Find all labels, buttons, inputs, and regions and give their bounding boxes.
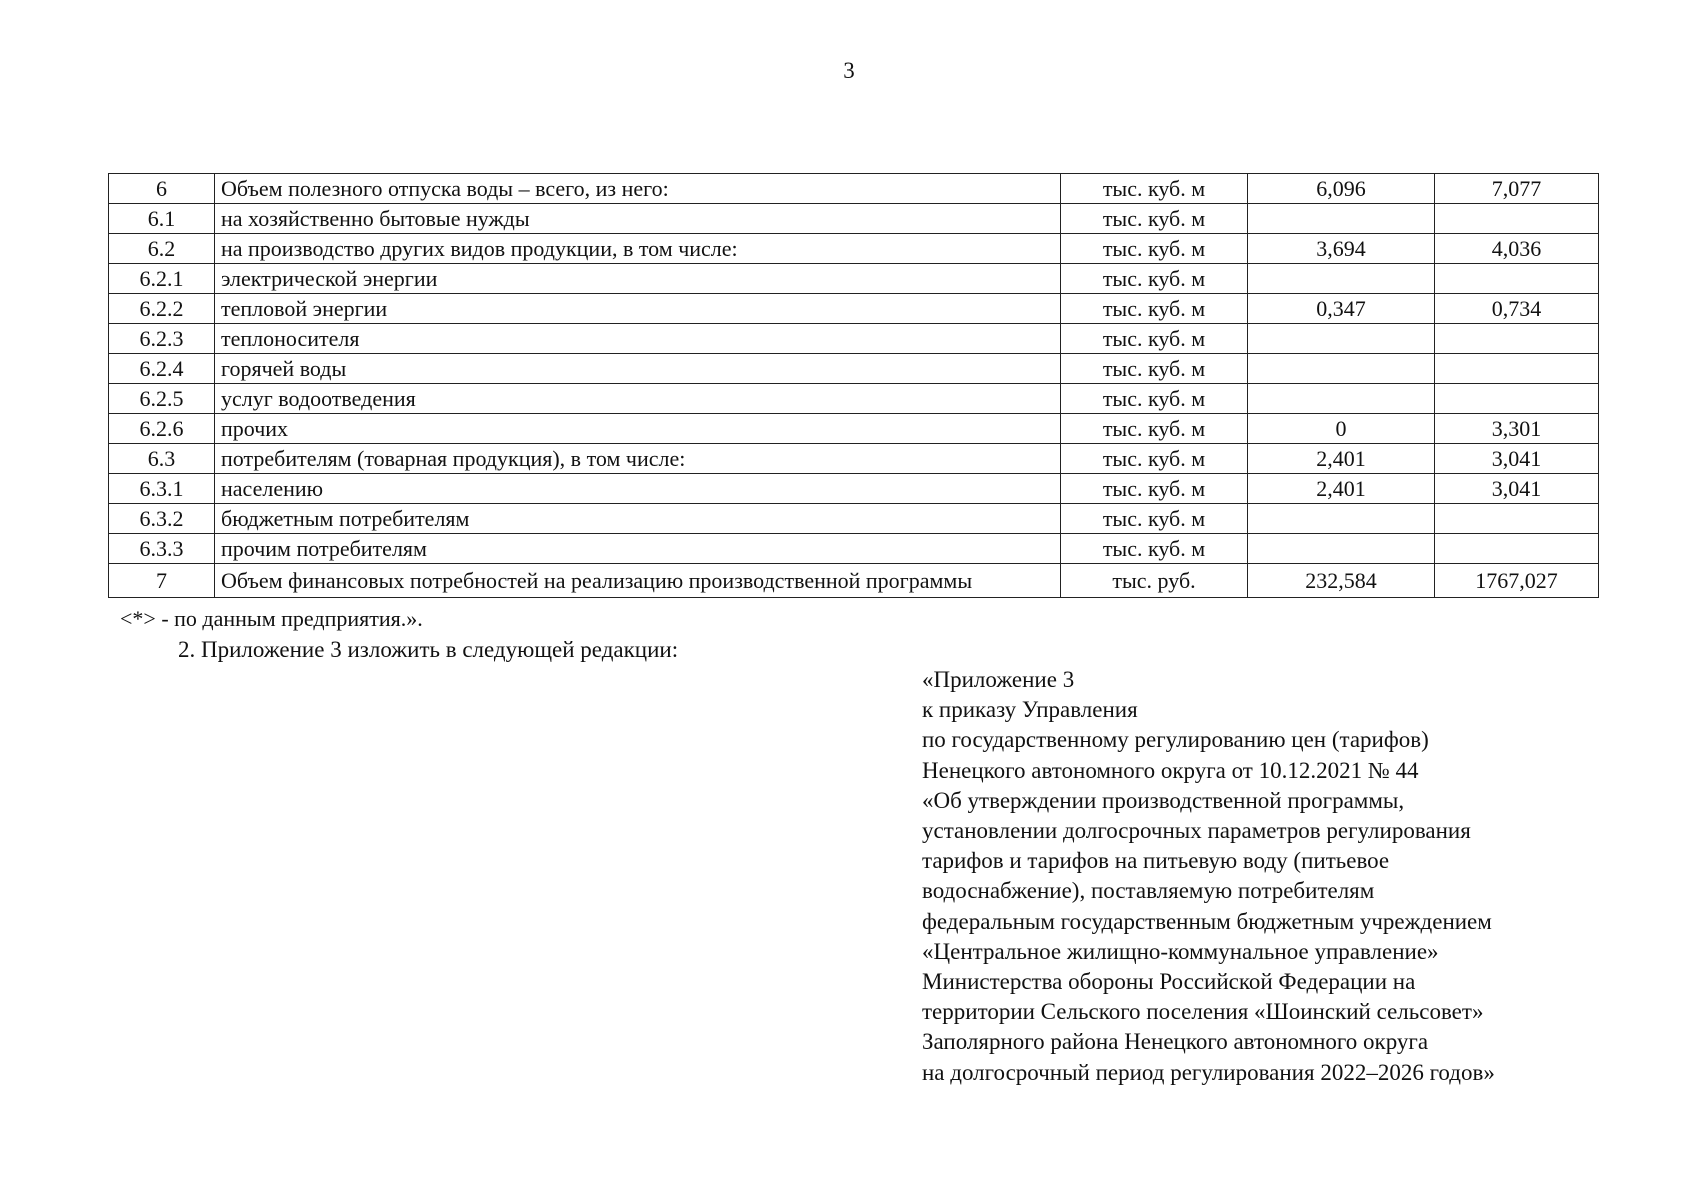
row-unit: тыс. куб. м — [1061, 234, 1248, 264]
appendix-line: Заполярного района Ненецкого автономного округа — [922, 1029, 1429, 1055]
row-number: 6.2.2 — [109, 294, 215, 324]
table-row — [109, 294, 1599, 324]
row-name: теплоносителя — [215, 324, 1061, 354]
appendix-line: тарифов и тарифов на питьевую воду (питьевое — [922, 848, 1390, 874]
row-value-1: 0 — [1248, 414, 1435, 444]
page-number: 3 — [843, 58, 855, 83]
row-value-1: 3,694 — [1248, 234, 1435, 264]
row-number: 6.2 — [109, 234, 215, 264]
row-name: на производство других видов продукции, в том числе: — [215, 234, 1061, 264]
table-row — [109, 534, 1599, 564]
table-row — [109, 174, 1599, 204]
row-unit: тыс. куб. м — [1061, 414, 1248, 444]
row-value-1 — [1248, 264, 1435, 294]
appendix-line: по государственному регулированию цен (тарифов) — [922, 727, 1429, 753]
row-value-2: 3,301 — [1435, 414, 1599, 444]
row-value-2 — [1435, 504, 1599, 534]
row-unit: тыс. куб. м — [1061, 534, 1248, 564]
row-number: 7 — [109, 564, 215, 598]
row-number: 6.2.6 — [109, 414, 215, 444]
row-name: Объем полезного отпуска воды – всего, из него: — [215, 174, 1061, 204]
appendix-line: установлении долгосрочных параметров регулирования — [922, 818, 1471, 844]
row-name: Объем финансовых потребностей на реализацию производственной программы — [215, 564, 1061, 598]
row-value-2 — [1435, 534, 1599, 564]
row-name: прочим потребителям — [215, 534, 1061, 564]
row-value-2: 4,036 — [1435, 234, 1599, 264]
table-row — [109, 384, 1599, 414]
appendix-header — [922, 665, 1662, 1088]
row-unit: тыс. куб. м — [1061, 474, 1248, 504]
table-row — [109, 414, 1599, 444]
row-unit: тыс. куб. м — [1061, 354, 1248, 384]
row-unit: тыс. куб. м — [1061, 504, 1248, 534]
table-row — [109, 444, 1599, 474]
row-number: 6.2.5 — [109, 384, 215, 414]
amendment-paragraph: 2. Приложение 3 изложить в следующей редакции: — [178, 637, 679, 662]
row-name: бюджетным потребителям — [215, 504, 1061, 534]
row-value-1 — [1248, 354, 1435, 384]
row-value-2: 0,734 — [1435, 294, 1599, 324]
table-row — [109, 564, 1599, 598]
appendix-line: Ненецкого автономного округа от 10.12.2021 № 44 — [922, 757, 1419, 783]
appendix-line: Министерства обороны Российской Федерации на — [922, 969, 1416, 995]
row-name: на хозяйственно бытовые нужды — [215, 204, 1061, 234]
table-row — [109, 204, 1599, 234]
row-name: услуг водоотведения — [215, 384, 1061, 414]
row-number: 6.3.1 — [109, 474, 215, 504]
row-name: тепловой энергии — [215, 294, 1061, 324]
appendix-line: водоснабжение), поставляемую потребителям — [922, 878, 1375, 904]
table-row — [109, 354, 1599, 384]
appendix-line: федеральным государственным бюджетным учреждением — [922, 908, 1492, 934]
row-value-2 — [1435, 264, 1599, 294]
row-value-1 — [1248, 324, 1435, 354]
row-unit: тыс. куб. м — [1061, 384, 1248, 414]
table-row — [109, 264, 1599, 294]
appendix-line: на долгосрочный период регулирования 2022–2026 годов» — [922, 1059, 1495, 1085]
row-number: 6 — [109, 174, 215, 204]
row-value-2: 1767,027 — [1435, 564, 1599, 598]
row-unit: тыс. куб. м — [1061, 264, 1248, 294]
table-row — [109, 324, 1599, 354]
row-number: 6.3.2 — [109, 504, 215, 534]
row-number: 6.2.1 — [109, 264, 215, 294]
row-value-1: 0,347 — [1248, 294, 1435, 324]
footnote: <*> - по данным предприятия.». — [120, 606, 423, 631]
row-unit: тыс. куб. м — [1061, 204, 1248, 234]
row-value-1: 2,401 — [1248, 474, 1435, 504]
row-unit: тыс. куб. м — [1061, 294, 1248, 324]
row-value-1 — [1248, 504, 1435, 534]
row-value-2: 3,041 — [1435, 444, 1599, 474]
table-row — [109, 504, 1599, 534]
row-unit: тыс. руб. — [1061, 564, 1248, 598]
row-number: 6.1 — [109, 204, 215, 234]
row-value-2 — [1435, 354, 1599, 384]
row-value-1: 6,096 — [1248, 174, 1435, 204]
appendix-line: к приказу Управления — [922, 697, 1138, 723]
indicators-table — [108, 173, 1599, 598]
table-row — [109, 474, 1599, 504]
appendix-line: территории Сельского поселения «Шоинский сельсовет» — [922, 999, 1484, 1025]
row-number: 6.3 — [109, 444, 215, 474]
row-name: электрической энергии — [215, 264, 1061, 294]
row-name: горячей воды — [215, 354, 1061, 384]
row-value-2: 7,077 — [1435, 174, 1599, 204]
row-name: потребителям (товарная продукция), в том числе: — [215, 444, 1061, 474]
row-value-1: 2,401 — [1248, 444, 1435, 474]
row-value-2 — [1435, 204, 1599, 234]
row-value-1 — [1248, 384, 1435, 414]
row-name: населению — [215, 474, 1061, 504]
row-name: прочих — [215, 414, 1061, 444]
row-number: 6.2.3 — [109, 324, 215, 354]
row-value-2: 3,041 — [1435, 474, 1599, 504]
row-value-2 — [1435, 384, 1599, 414]
row-value-1: 232,584 — [1248, 564, 1435, 598]
row-number: 6.2.4 — [109, 354, 215, 384]
appendix-line: «Об утверждении производственной программы, — [922, 787, 1405, 813]
appendix-line: «Приложение 3 — [922, 667, 1075, 692]
row-unit: тыс. куб. м — [1061, 174, 1248, 204]
appendix-line: «Центральное жилищно-коммунальное управление» — [922, 938, 1439, 964]
row-unit: тыс. куб. м — [1061, 324, 1248, 354]
row-number: 6.3.3 — [109, 534, 215, 564]
row-unit: тыс. куб. м — [1061, 444, 1248, 474]
row-value-1 — [1248, 204, 1435, 234]
row-value-1 — [1248, 534, 1435, 564]
row-value-2 — [1435, 324, 1599, 354]
table-row — [109, 234, 1599, 264]
